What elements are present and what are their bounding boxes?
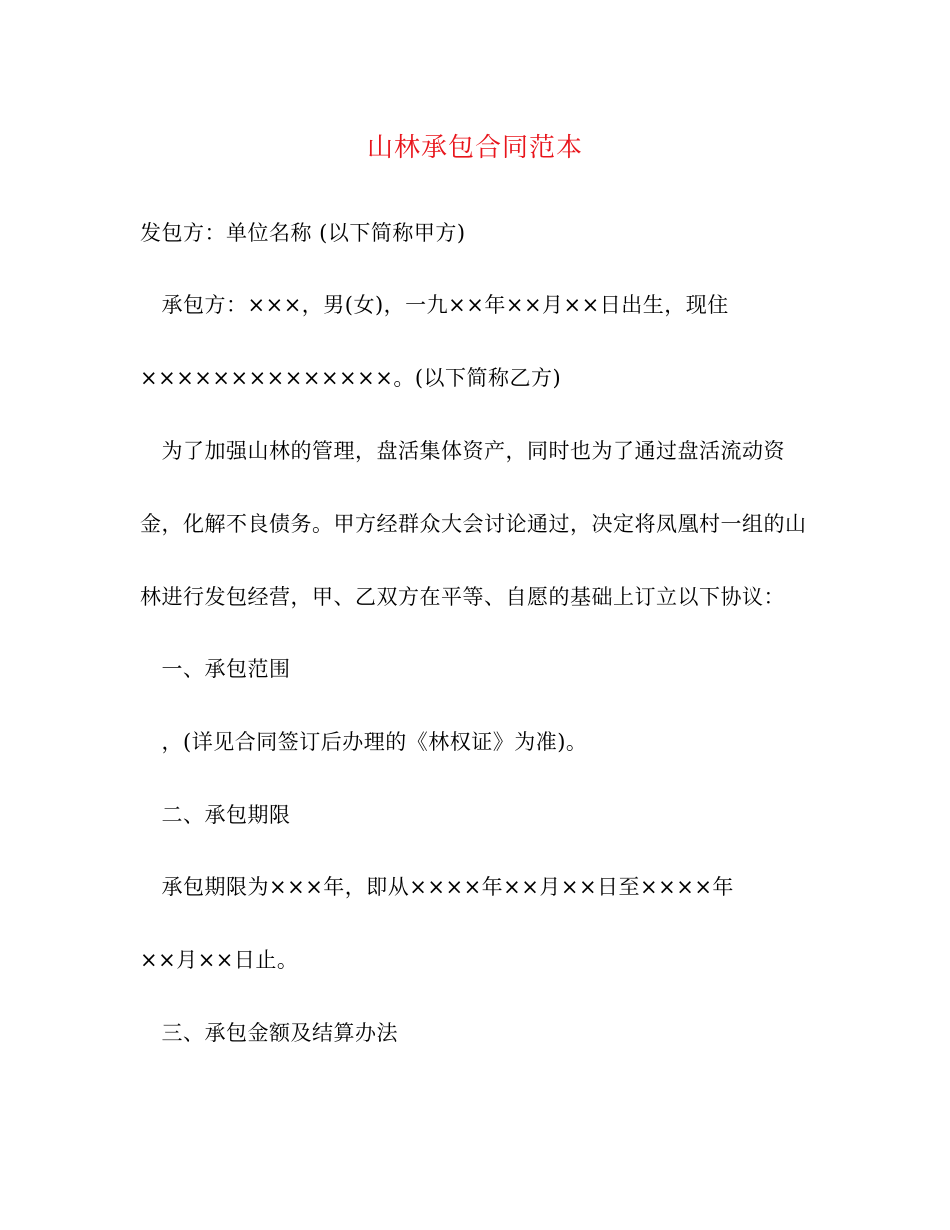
- preamble-line-3: 林进行发包经营，甲、乙双方在平等、自愿的基础上订立以下协议：: [140, 585, 785, 609]
- party-a-line: 发包方：单位名称 (以下简称甲方): [140, 221, 466, 245]
- preamble-line-1: 为了加强山林的管理，盘活集体资产，同时也为了通过盘活流动资: [140, 439, 785, 463]
- section-heading-amount: 三、承包金额及结算办法: [140, 1021, 398, 1045]
- scope-text: ，(详见合同签订后办理的《林权证》为准)。: [140, 730, 588, 754]
- document-title: 山林承包合同范本: [366, 133, 583, 163]
- party-b-address-line: ××××××××××××××。(以下简称乙方): [140, 366, 562, 390]
- section-heading-scope: 一、承包范围: [140, 657, 291, 681]
- term-text-line-2: ××月××日止。: [140, 948, 299, 972]
- section-heading-term: 二、承包期限: [140, 803, 291, 827]
- term-text-line-1: 承包期限为×××年，即从××××年××月××日至××××年: [140, 875, 734, 899]
- preamble-line-2: 金，化解不良债务。甲方经群众大会讨论通过，决定将凤凰村一组的山: [140, 512, 807, 536]
- party-b-line: 承包方：×××，男(女)，一九××年××月××日出生，现住: [140, 293, 729, 317]
